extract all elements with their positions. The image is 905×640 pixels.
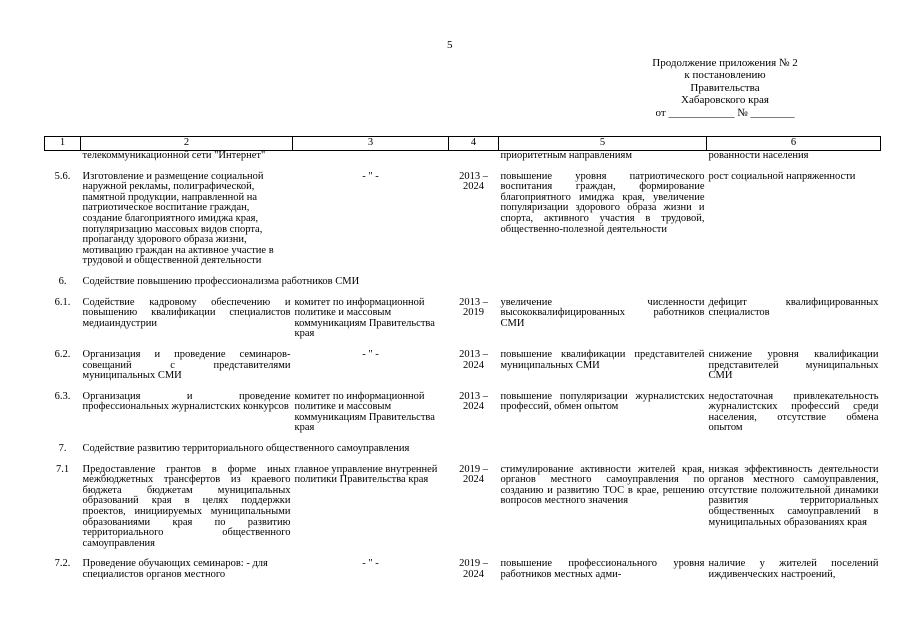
column-header: 4 (449, 137, 499, 151)
row-number: 5.6. (54, 170, 71, 182)
executor-cell: главное управление внутренней политики Правительства края (294, 463, 438, 486)
result-cell: приоритетным направлениям (500, 150, 632, 161)
result-cell: увеличение численности высококвалифицированных работников СМИ (500, 296, 705, 329)
table-row (45, 382, 881, 434)
years-cell: 2013 – 2024 (459, 390, 488, 413)
risk-cell: дефицит квалифицированных специалистов (708, 296, 879, 319)
years-cell: 2019 – 2024 (459, 463, 488, 486)
result-cell: повышение уровня патриотического воспитания граждан, формирование благоприятного имиджа края, увеличение популяризации здорового образа жизни и спорта, активного участия в трудовой, общественно-полезной деятельности (500, 170, 705, 235)
risk-cell: наличие у жителей поселений иждивенческих настроений, (708, 558, 879, 580)
table-row (45, 162, 881, 267)
row-number: 6.3. (54, 390, 71, 402)
result-cell: стимулирование активности жителей края, органов местного самоуправления по созданию и развитию ТОС в крае, решению вопросов местного значения (500, 463, 705, 507)
measures-table (44, 136, 881, 581)
years-cell: 2013 – 2024 (459, 348, 488, 371)
years-cell: 2019 – 2024 (459, 558, 488, 580)
measure-cell: Предоставление грантов в форме иных межбюджетных трансфертов из краевого бюджета бюджетам муниципальных образований края в целях поддержки проектов, инициируемых муниципальными образованиями края по развитию территориального общественного самоуправления (82, 463, 291, 549)
section-row (45, 434, 881, 455)
measure-cell: Изготовление и размещение социальной наружной рекламы, полиграфической, памятной продукции, направленной на патриотическое воспитание граждан, создание благоприятного имиджа края, популяризацию массовых видов спорта, пропаганду здорового образа жизни, мотивацию граждан на активное участие в трудовой и общественной деятельности (82, 170, 274, 267)
section-title: Содействие развитию территориального общественного самоуправления (82, 443, 410, 455)
risk-cell: низкая эффективность деятельности органов местного самоуправления, отсутствие положительной динамики развития территориальных общественных самоуправлений в муниципальных образованиях края (708, 463, 879, 528)
measure-cell: Содействие кадровому обеспечению и повышению квалификации специалистов медиаиндустрии (82, 296, 291, 329)
page-number: 5 (447, 39, 453, 51)
header-line: Хабаровского края (681, 94, 769, 107)
table-row (45, 549, 881, 580)
column-header: 1 (45, 137, 81, 151)
risk-cell: недостаточная привлекательность журналистских профессий среди населения, отсутствие обмена опытом (708, 390, 879, 434)
appendix-header (620, 57, 830, 119)
risk-cell: рованности населения (708, 150, 809, 161)
measure-cell: Организация и проведение семинаров-совещаний с представителями муниципальных СМИ (82, 348, 291, 382)
header-line: к постановлению (684, 69, 766, 82)
executor-cell: комитет по информационной политике и массовым коммуникациям Правительства края (294, 296, 435, 340)
row-number (45, 151, 81, 162)
header-line: Правительства (690, 81, 760, 94)
years-cell: 2013 – 2024 (459, 170, 488, 193)
table-row (45, 340, 881, 382)
executor-cell: - " - (362, 170, 379, 182)
result-cell: повышение профессионального уровня работников местных адми- (500, 558, 705, 580)
executor-cell: - " - (362, 558, 379, 570)
column-header: 2 (81, 137, 293, 151)
measure-cell: Организация и проведение профессиональных журналистских конкурсов (82, 390, 291, 413)
header-line: Продолжение приложения № 2 (652, 57, 798, 69)
executor-cell: - " - (362, 348, 379, 360)
row-number: 6. (58, 275, 67, 287)
measure-cell: телекоммуникационной сети "Интернет" (82, 150, 266, 161)
risk-cell: рост социальной напряженности (708, 170, 856, 182)
column-header: 5 (499, 137, 707, 151)
row-number: 7. (58, 443, 67, 455)
section-title: Содействие повышению профессионализма работников СМИ (82, 275, 360, 287)
column-header: 3 (293, 137, 449, 151)
measure-cell: Проведение обучающих семинаров: - для специалистов органов местного (82, 558, 268, 580)
header-line: от ____________ № ________ (655, 106, 795, 119)
row-number: 6.1. (54, 296, 71, 308)
risk-cell: снижение уровня квалификации представителей муниципальных СМИ (708, 348, 879, 382)
column-number-row (45, 137, 881, 151)
table-row (45, 151, 881, 162)
result-cell: повышение квалификации представителей муниципальных СМИ (500, 348, 705, 371)
years-cell: 2013 – 2019 (459, 296, 488, 319)
executor-cell (293, 151, 449, 162)
result-cell: повышение популяризации журналистских профессий, обмен опытом (500, 390, 705, 413)
years-cell (449, 151, 499, 162)
row-number: 7.1 (55, 463, 70, 475)
column-header: 6 (707, 137, 881, 151)
section-row (45, 267, 881, 288)
table-row (45, 288, 881, 340)
row-number: 6.2. (54, 348, 71, 360)
table-row (45, 455, 881, 550)
executor-cell: комитет по информационной политике и массовым коммуникациям Правительства края (294, 390, 435, 434)
row-number: 7.2. (54, 558, 71, 570)
